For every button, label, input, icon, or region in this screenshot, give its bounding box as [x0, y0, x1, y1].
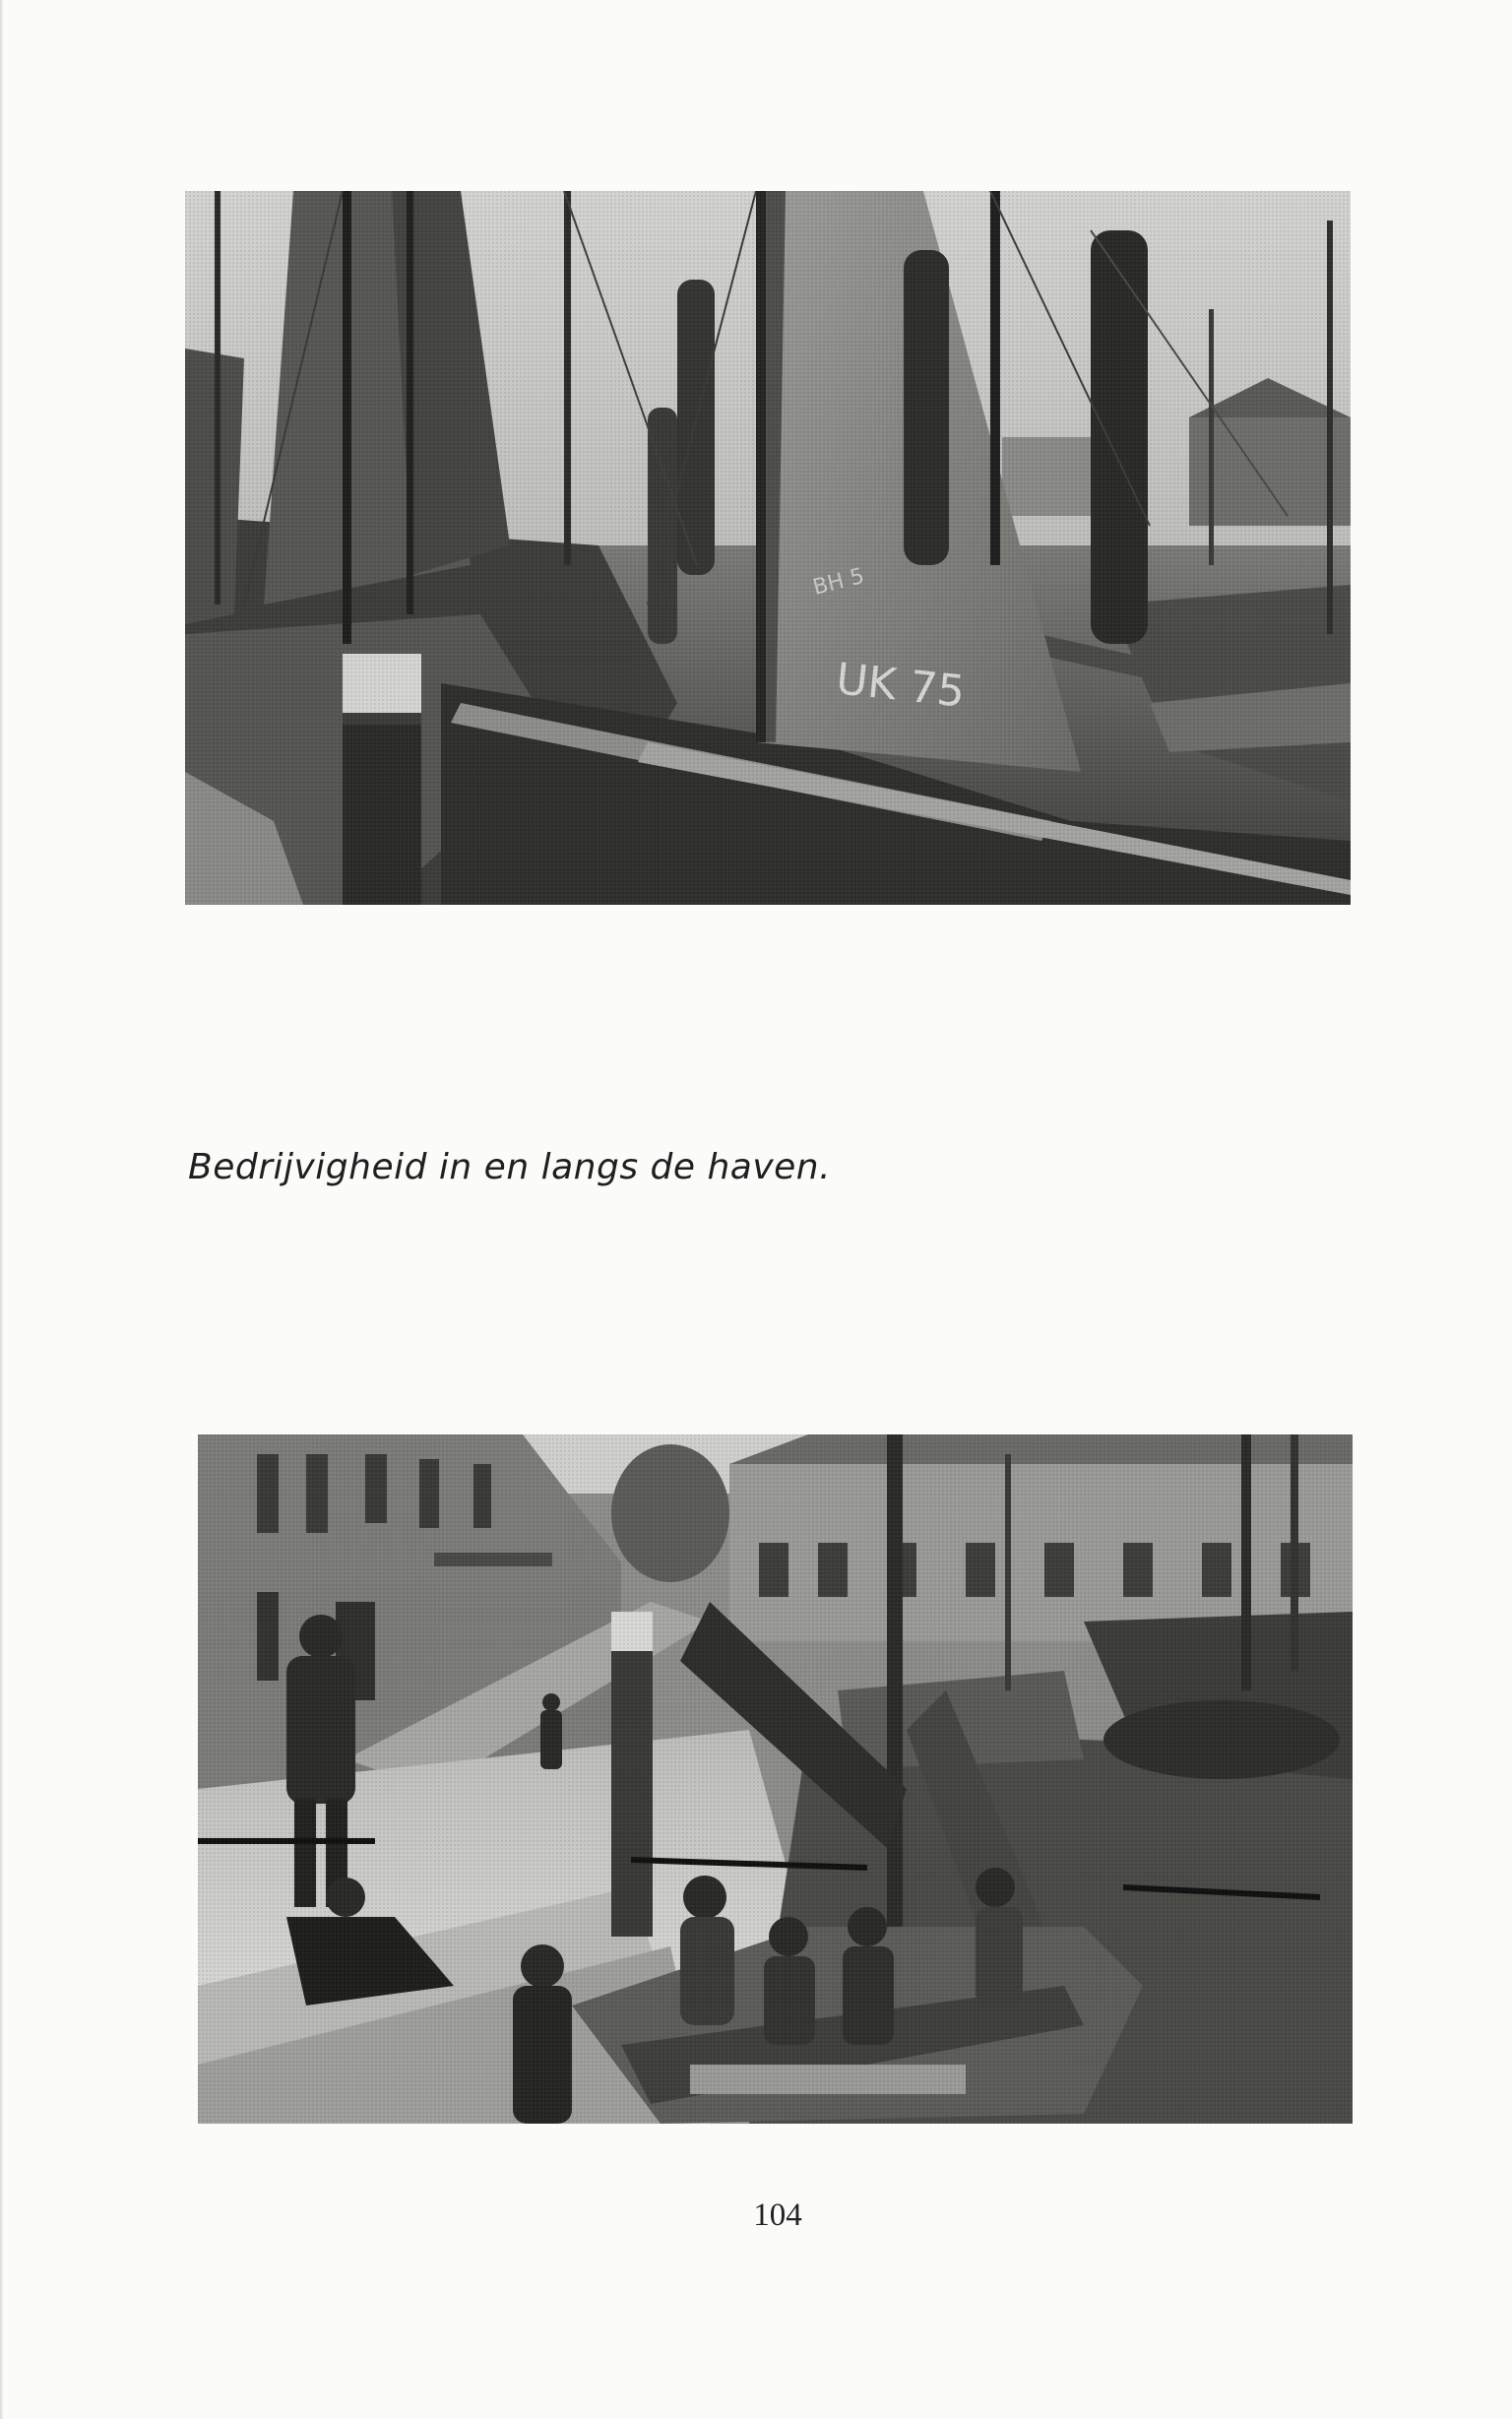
- quay-fishermen-image: [198, 1434, 1353, 2124]
- harbour-boats-image: [185, 191, 1351, 905]
- photo-caption: Bedrijvigheid in en langs de haven.: [188, 1147, 832, 1187]
- page-edge-shadow: [0, 0, 3, 2419]
- photo-harbour-sailing-boats: [185, 191, 1351, 905]
- photo-quay-with-fishermen: [198, 1434, 1353, 2124]
- page-number: 104: [753, 2197, 802, 2233]
